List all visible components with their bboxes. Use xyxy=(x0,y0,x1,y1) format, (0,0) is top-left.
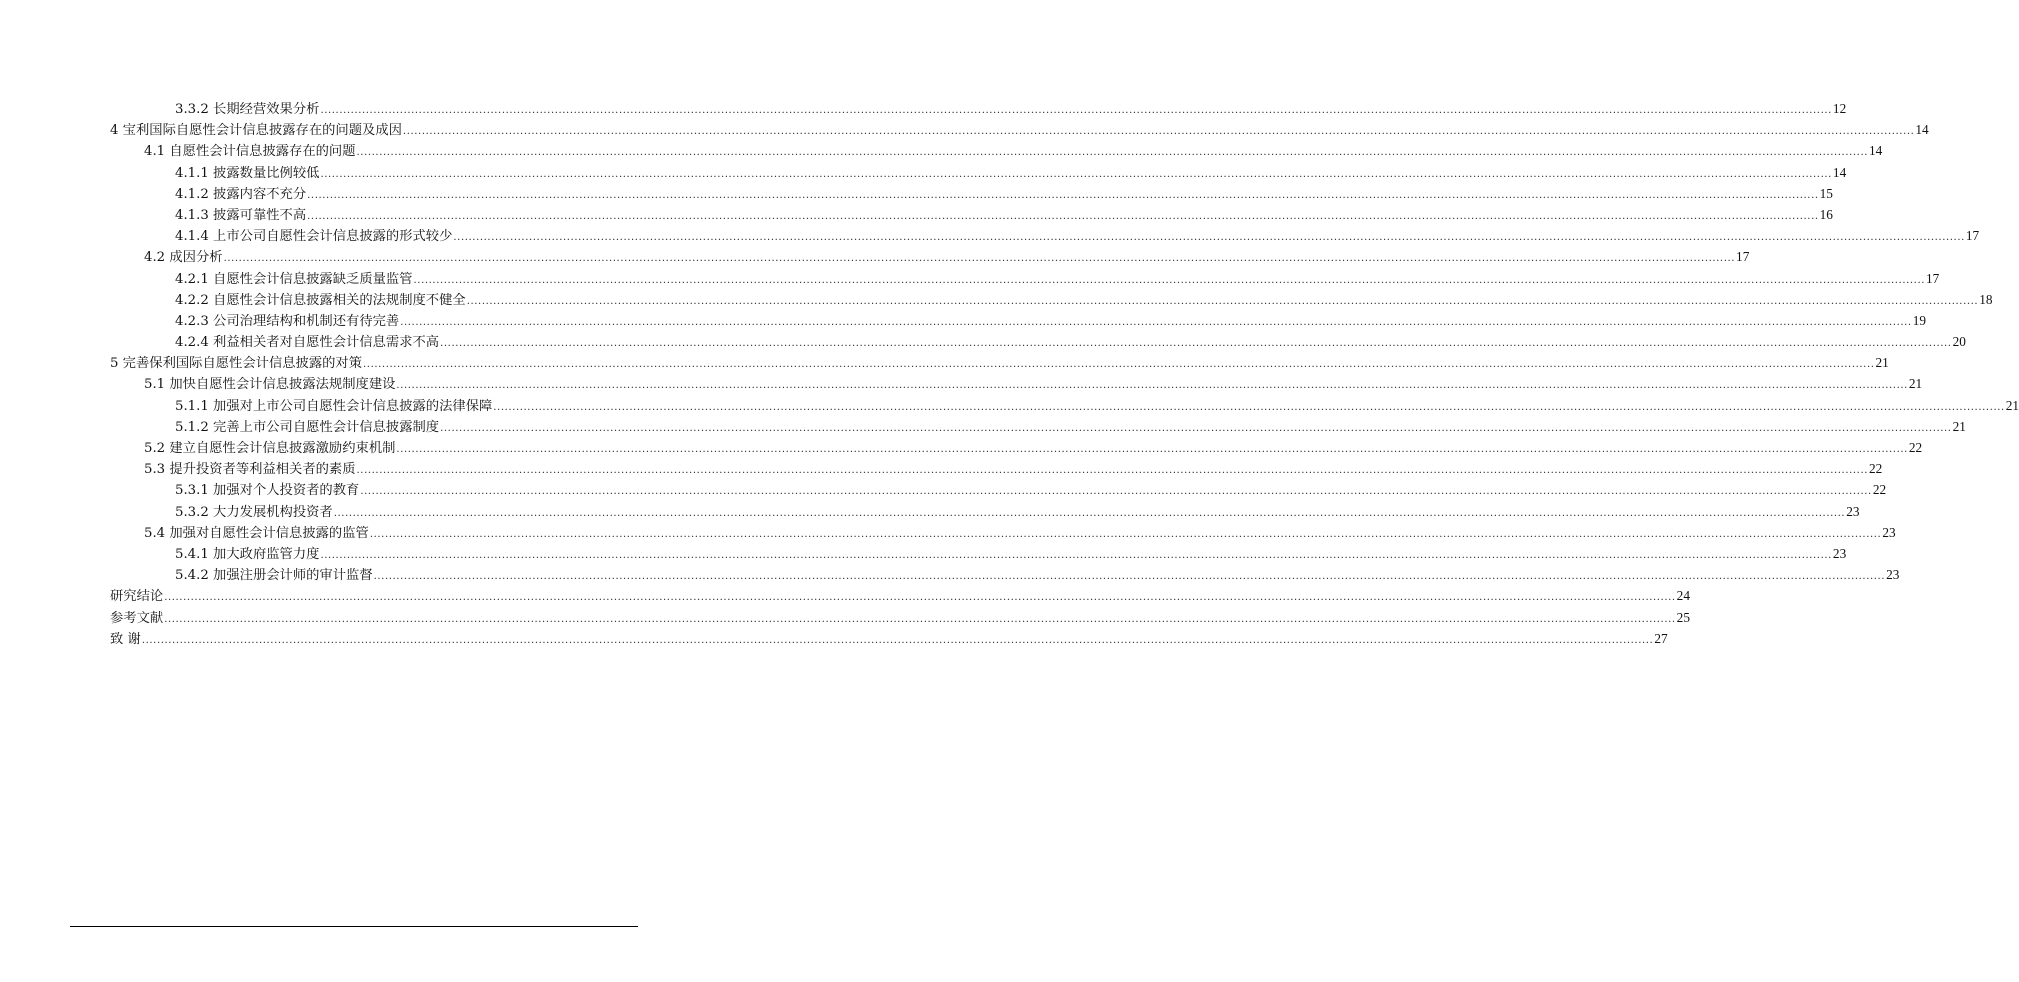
toc-entry xyxy=(110,162,1847,183)
toc-entry xyxy=(110,225,1980,246)
toc-dot-leader: ................................................................................................................................................................................................................................................................................................................................................................................................................ xyxy=(396,444,1908,455)
toc-entry-title: 研究结论 xyxy=(110,589,164,605)
toc-entry-title: 4.1.1 披露数量比例较低 xyxy=(175,165,320,181)
toc-entry-title: 致 谢 xyxy=(110,631,141,647)
toc-entry xyxy=(110,98,1847,119)
toc-entry-title: 5.1.1 加强对上市公司自愿性会计信息披露的法律保障 xyxy=(175,398,493,414)
toc-page-number: 21 xyxy=(2005,397,2019,413)
toc-page-number: 20 xyxy=(1952,334,1966,350)
toc-dot-leader: ................................................................................................................................................................................................................................................................................................................................................................................................................ xyxy=(413,274,1925,286)
toc-page-number: 14 xyxy=(1869,143,1883,159)
toc-entry xyxy=(110,564,1900,585)
toc-page-number: 22 xyxy=(1869,461,1883,477)
toc-entry xyxy=(110,395,2019,416)
toc-page-number: 25 xyxy=(1676,609,1690,625)
toc-entry-title: 4.1.2 披露内容不充分 xyxy=(175,186,307,202)
toc-entry-title: 5.4 加强对自愿性会计信息披露的监管 xyxy=(144,525,369,541)
toc-entry xyxy=(110,501,1860,522)
toc-page-number: 21 xyxy=(1908,376,1923,392)
toc-dot-leader: ................................................................................................................................................................................................................................................................................................................................................................................................................ xyxy=(164,613,1676,625)
toc-entry-title: 4.1.3 披露可靠性不高 xyxy=(175,207,307,223)
toc-dot-leader: ................................................................................................................................................................................................................................................................................................................................................................................................................ xyxy=(493,401,2005,413)
toc-entry-title: 5.4.1 加大政府监管力度 xyxy=(175,546,320,562)
toc-dot-leader: ................................................................................................................................................................................................................................................................................................................................................................................................................ xyxy=(223,253,1736,265)
toc-page-number: 17 xyxy=(1965,228,1980,244)
toc-entry xyxy=(110,373,1923,394)
toc-entry-title: 5 完善保利国际自愿性会计信息披露的对策 xyxy=(110,356,363,372)
toc-entry xyxy=(110,416,1966,437)
toc-dot-leader: ................................................................................................................................................................................................................................................................................................................................................................................................................ xyxy=(320,105,1832,116)
toc-entry-title: 4.2.4 利益相关者对自愿性会计信息需求不高 xyxy=(175,335,440,351)
toc-dot-leader: ................................................................................................................................................................................................................................................................................................................................................................................................................ xyxy=(440,338,1952,350)
toc-entry-title: 5.1 加快自愿性会计信息披露法规制度建设 xyxy=(144,377,396,393)
toc-page-number: 16 xyxy=(1819,206,1833,222)
toc-dot-leader: ................................................................................................................................................................................................................................................................................................................................................................................................................ xyxy=(307,189,1819,201)
toc-entry xyxy=(110,628,1668,649)
toc-entry xyxy=(110,289,1993,310)
toc-entry xyxy=(110,437,1923,458)
toc-page-number: 21 xyxy=(1875,355,1889,371)
toc-entry xyxy=(110,607,1690,628)
toc-entry-title: 4.2.2 自愿性会计信息披露相关的法规制度不健全 xyxy=(175,292,466,308)
toc-page-number: 17 xyxy=(1736,249,1750,265)
toc-entry-title: 5.3.2 大力发展机构投资者 xyxy=(175,504,333,520)
toc-entry xyxy=(110,268,1940,289)
toc-dot-leader: ................................................................................................................................................................................................................................................................................................................................................................................................................ xyxy=(320,168,1832,180)
toc-entry xyxy=(110,119,1929,140)
toc-entry xyxy=(110,204,1833,225)
toc-dot-leader: ................................................................................................................................................................................................................................................................................................................................................................................................................ xyxy=(360,486,1872,498)
toc-dot-leader: ................................................................................................................................................................................................................................................................................................................................................................................................................ xyxy=(164,592,1676,604)
toc-dot-leader: ................................................................................................................................................................................................................................................................................................................................................................................................................ xyxy=(320,549,1832,561)
toc-entry-title: 4.2.1 自愿性会计信息披露缺乏质量监管 xyxy=(175,271,413,287)
toc-entry xyxy=(110,543,1847,564)
toc-entry-title: 5.1.2 完善上市公司自愿性会计信息披露制度 xyxy=(175,419,440,435)
toc-dot-leader: ................................................................................................................................................................................................................................................................................................................................................................................................................ xyxy=(333,507,1846,519)
toc-entry-title: 5.3 提升投资者等利益相关者的素质 xyxy=(144,462,356,478)
toc-dot-leader: ................................................................................................................................................................................................................................................................................................................................................................................................................ xyxy=(363,359,1875,371)
toc-entry-title: 参考文献 xyxy=(110,610,164,626)
toc-entry xyxy=(110,585,1690,606)
toc-entry-title: 4.1.4 上市公司自愿性会计信息披露的形式较少 xyxy=(175,229,453,245)
toc-page-number: 24 xyxy=(1676,588,1690,604)
toc-dot-leader: ................................................................................................................................................................................................................................................................................................................................................................................................................ xyxy=(356,147,1869,159)
toc-entry xyxy=(110,183,1833,204)
toc-entry-title: 5.3.1 加强对个人投资者的教育 xyxy=(175,483,360,499)
toc-page-number: 18 xyxy=(1979,291,1993,307)
toc-entry-title: 4.2.3 公司治理结构和机制还有待完善 xyxy=(175,313,400,329)
toc-dot-leader: ................................................................................................................................................................................................................................................................................................................................................................................................................ xyxy=(307,210,1819,222)
toc-page-number: 15 xyxy=(1819,185,1833,201)
toc-page-number: 12 xyxy=(1832,101,1847,116)
toc-entry xyxy=(110,352,1889,373)
toc-entry-title: 5.2 建立自愿性会计信息披露激励约束机制 xyxy=(144,441,396,456)
toc-page-number: 19 xyxy=(1912,312,1926,328)
toc-page-number: 22 xyxy=(1908,440,1923,455)
toc-entry xyxy=(110,458,1883,479)
toc-dot-leader: ................................................................................................................................................................................................................................................................................................................................................................................................................ xyxy=(453,232,1965,244)
table-of-contents xyxy=(110,98,2019,649)
toc-page-number: 23 xyxy=(1882,524,1896,540)
toc-page-number: 17 xyxy=(1926,270,1940,286)
toc-page-number: 14 xyxy=(1915,122,1929,138)
toc-entry xyxy=(110,479,1887,500)
toc-dot-leader: ................................................................................................................................................................................................................................................................................................................................................................................................................ xyxy=(396,380,1908,392)
toc-entry xyxy=(110,246,1750,267)
toc-dot-leader: ................................................................................................................................................................................................................................................................................................................................................................................................................ xyxy=(141,634,1654,646)
toc-page-number: 23 xyxy=(1846,503,1860,519)
toc-entry xyxy=(110,522,1896,543)
toc-entry xyxy=(110,140,1883,161)
toc-dot-leader: ................................................................................................................................................................................................................................................................................................................................................................................................................ xyxy=(400,316,1912,328)
toc-entry xyxy=(110,310,1926,331)
toc-dot-leader: ................................................................................................................................................................................................................................................................................................................................................................................................................ xyxy=(466,295,1979,307)
toc-entry xyxy=(110,331,1966,352)
toc-dot-leader: ................................................................................................................................................................................................................................................................................................................................................................................................................ xyxy=(440,422,1952,434)
toc-page-number: 22 xyxy=(1872,482,1887,498)
footer-rule xyxy=(70,926,638,927)
toc-entry-title: 4 宝利国际自愿性会计信息披露存在的问题及成因 xyxy=(110,123,402,139)
toc-entry-title: 5.4.2 加强注册会计师的审计监督 xyxy=(175,568,373,584)
toc-dot-leader: ................................................................................................................................................................................................................................................................................................................................................................................................................ xyxy=(373,571,1886,583)
toc-page-number: 14 xyxy=(1832,164,1847,180)
toc-dot-leader: ................................................................................................................................................................................................................................................................................................................................................................................................................ xyxy=(369,528,1882,540)
toc-entry-title: 4.1 自愿性会计信息披露存在的问题 xyxy=(144,144,356,160)
toc-page-number: 27 xyxy=(1654,630,1668,646)
toc-page-number: 23 xyxy=(1832,545,1847,561)
toc-entry-title: 3.3.2 长期经营效果分析 xyxy=(175,102,320,117)
toc-page-number: 21 xyxy=(1952,418,1966,434)
toc-dot-leader: ................................................................................................................................................................................................................................................................................................................................................................................................................ xyxy=(402,126,1915,138)
toc-entry-title: 4.2 成因分析 xyxy=(144,250,223,266)
toc-dot-leader: ................................................................................................................................................................................................................................................................................................................................................................................................................ xyxy=(356,465,1869,477)
toc-page-number: 23 xyxy=(1886,567,1900,583)
